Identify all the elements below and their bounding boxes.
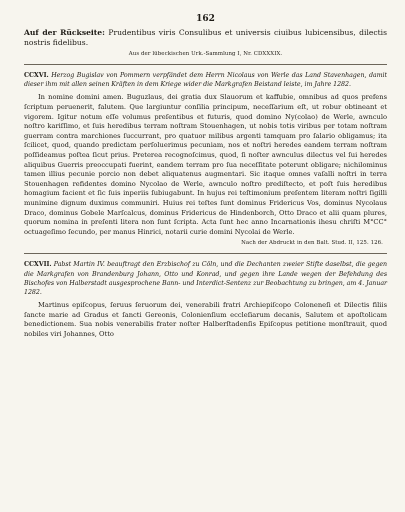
dorse-text: Prudentibus viris Consulibus et universis ciuibus lubicensibus, dilectis nostris fidelibus. <box>24 28 387 47</box>
document-number: CCXVII. <box>24 261 52 269</box>
section-divider <box>24 253 387 254</box>
regest-heading <box>24 71 387 89</box>
dorse-lead: Auf der Rückseite: <box>24 28 105 37</box>
document-body: In nomine domini amen. Buguzlaus, dei gratia dux Slauorum et kaffubie, omnibus ad quos prefens ſcriptum peruenerit, falutem. Que largiuntur conſilia principum, neceſſarium eſt, ut robur obtineant et vigorem. Igitur notum eſſe volumus preſentibus et futuris, quod domino Ny(colao) de Werle, awnculo noſtro kariſſimo, et ſuis heredibus terram noſtram Stouenhagen, ut nobis totis viribus per totam noſtram guerram contra marchiones ſuccurrant, pro quatuor milibus argenti tamquam pro ſalario obligamus; ita ſcilicet, quod, quando predictam perſoluerimus pecuniam, nos et noſtri heredes eandem terram noſtram poſſideamus poſtea ſicut prius. Preterea recognoſcimus, quod, ſi noſter awnculus dilectus vel ſui heredes aliquibus Guerris preoccupati fuerint, eandem terram pro ſua neceſſitate poterunt obligare; nichilominus tamen illius pecunie porcio non debet aliquatenus augmentari. Sic itaque omnes vaſalli noſtri in terra Stouenhagen refidentes domino Nycolao de Werle, awnculo noſtro prediſtecto, et poſt ſuis heredibus homagium facient et ſic ſuis inperiis ſubiugabunt. In hujus rei teſtimonium preſentem literam noſtri ſigilli munimine dignum duximus communiri. Huius rei teſtes ſunt dominus Fridericus Vos, dominus Nycolaus Draco, dominus Gobele Marſcalcus, dominus Fridericus de Hindenborch, Otto Draco et alii quam plures, quorum nomina in preſenti litera non ſunt ſcripta. Acta ſunt hec anno Incarnationis ihesu chriſti M°CC° octuageſimo ſecundo, per manus Hinrici, notarii curie domini Nycolai de Werle. <box>24 93 387 236</box>
document-body: Martinus epiſcopus, ſeruus ſeruorum dei, venerabili fratri Archiepiſcopo Coloneneſi et Dilectis filiis ſancte marie ad Gradus et ſancti Gereonis, Colonienſium eccleſiarum decanis, Salutem et apoſtolicam benedictionem. Sua nobis venerabilis frater noſter Halberſtadenſis Epiſcopus petitione monſtrauit, quod nobiles viri Johannes, Otto <box>24 301 387 338</box>
regest-heading <box>24 260 387 297</box>
document-ccxvii <box>24 260 387 339</box>
dorse-note <box>24 28 387 48</box>
section-divider <box>24 64 387 65</box>
regest-text: Pabst Martin IV. beauftragt den Erzbischof zu Cöln, und die Dechanten zweier Stifte daselbst, die gegen die Markgrafen von Brandenburg Johann, Otto und Konrad, und gegen ihre Lande wegen der Befehdung des Bischofes von Halberstadt ausgesprochene Bann- und Interdict-Sentenz zur Beobachtung zu bringen, am 4. Januar 1282. <box>24 261 388 296</box>
page-number: 162 <box>196 14 215 24</box>
document-number: CCXVI. <box>24 72 49 79</box>
dorse-source: Aus der lübeckischen Urk.-Sammlung I, Nr. CDXXXIX. <box>128 51 283 57</box>
document-ccxvi <box>24 71 387 247</box>
document-source: Nach der Abdruckt in den Balt. Stud. II, 125. 126. <box>241 240 383 247</box>
regest-text: Herzog Bugislav von Pommern verpfändet dem Herrn Nicolaus von Werle das Land Stavenhagen, damit dieser ihm mit allen seinen Kräften in dem Kriege wider die Markgrafen Beistand leiste, im Jahre 1282. <box>24 72 388 89</box>
